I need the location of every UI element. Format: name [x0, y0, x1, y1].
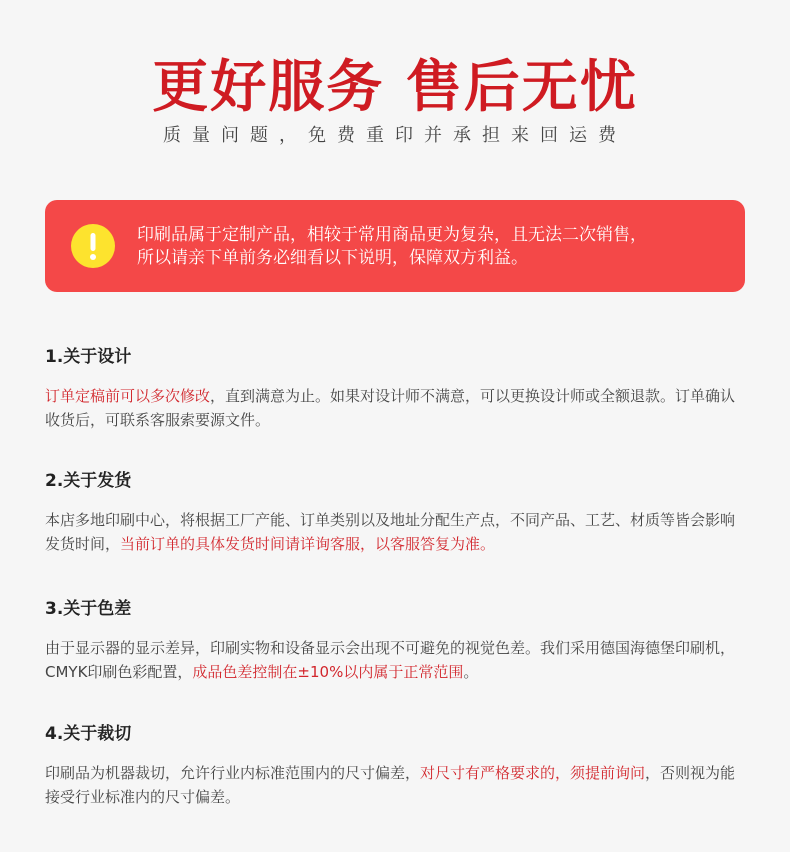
section-title: 4.关于裁切 [45, 724, 132, 744]
section-color [45, 597, 745, 684]
body-text: 由于显示器的显示差异，印刷实物和设备显示会出现不可避免的视觉色差。我们采用德国海德堡印刷机，CMYK印刷色彩配置， [45, 639, 736, 681]
section-body [45, 761, 745, 809]
highlight-text: 当前订单的具体发货时间请详询客服，以客服答复为准。 [120, 535, 496, 553]
page-headline: 更好服务 售后无忧 [152, 55, 638, 120]
exclamation-icon [71, 224, 115, 268]
section-body [45, 384, 745, 432]
section-body [45, 508, 745, 556]
section-title: 1.关于设计 [45, 347, 132, 367]
section-shipping [45, 469, 745, 556]
notice-line-1: 印刷品属于定制产品，相较于常用商品更为复杂，且无法二次销售， [137, 225, 647, 245]
highlight-text: 成品色差控制在±10%以内属于正常范围 [192, 663, 464, 681]
section-title: 2.关于发货 [45, 471, 132, 491]
body-text: ，否则视为能接受行业标准内的尺寸偏差。 [45, 764, 736, 806]
body-text: ，直到满意为止。如果对设计师不满意，可以更换设计师或全额退款。订单确认收货后，可联系客服索要源文件。 [45, 387, 736, 429]
highlight-text: 订单定稿前可以多次修改 [45, 387, 211, 405]
section-design [45, 345, 745, 432]
notice-line-2: 所以请亲下单前务必细看以下说明，保障双方利益。 [137, 248, 528, 268]
section-body [45, 636, 745, 684]
section-cutting [45, 722, 745, 809]
page-subheadline: 质量问题，免费重印并承担来回运费 [163, 125, 627, 146]
body-text: 。 [463, 663, 479, 681]
notice-banner [45, 200, 745, 292]
section-title: 3.关于色差 [45, 599, 132, 619]
body-text: 印刷品为机器裁切，允许行业内标准范围内的尺寸偏差， [45, 764, 421, 782]
highlight-text: 对尺寸有严格要求的，须提前询问 [420, 764, 646, 782]
body-text: 本店多地印刷中心，将根据工厂产能、订单类别以及地址分配生产点，不同产品、工艺、材质等皆会影响发货时间， [45, 511, 736, 553]
notice-text [137, 224, 727, 270]
